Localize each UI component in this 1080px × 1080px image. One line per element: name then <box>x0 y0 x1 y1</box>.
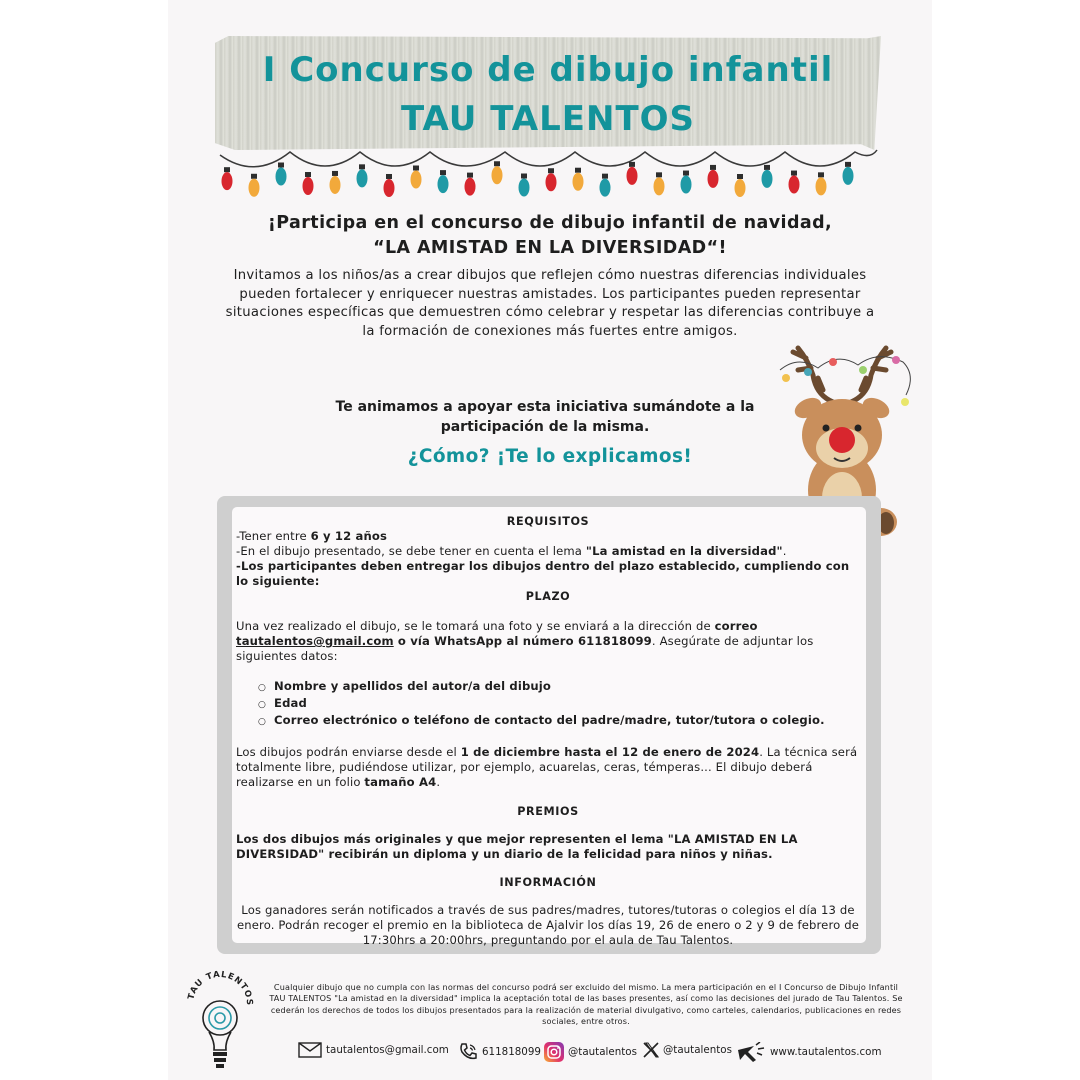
requisitos-heading: REQUISITOS <box>506 515 590 528</box>
email-label: tautalentos@gmail.com <box>326 1044 449 1056</box>
intro-paragraph: Invitamos a los niños/as a crear dibujos que reflejen cómo nuestras diferencias individuales pueden fortalecer y enriquecer nuestras amistades. Los participantes pueden representar situaciones específicas que demuestren cómo celebrar y respetar las diferencias contribuye a la formación de conexiones más fuertes entre amigos. <box>225 268 875 339</box>
contact-web[interactable] <box>736 1042 882 1062</box>
plazo-fechas: Los dibujos podrán enviarse desde el 1 de diciembre hasta el 12 de enero de 2024. La técnica será totalmente libre, pudiéndose utilizar, por ejemplo, acuarelas, ceras, témperas... El dibujo deberá realizarse en un folio tamaño A4. <box>236 745 858 789</box>
light-bulb <box>357 164 368 187</box>
phone-label: 611818099 <box>482 1046 541 1058</box>
twitter-label: @tautalentos <box>663 1044 732 1056</box>
contact-email[interactable] <box>298 1042 449 1058</box>
light-bulb <box>735 174 746 197</box>
como-heading: ¿Cómo? ¡Te lo explicamos! <box>407 446 693 467</box>
christmas-lights <box>215 140 881 210</box>
informacion-text: Los ganadores serán notificados a través de sus padres/madres, tutores/tutoras o colegios el día 13 de enero. Podrán recoger el premio en la biblioteca de Ajalvir los días 19, 26 de enero o 2 y 9 de febrero de 17:30hrs a 20:00hrs, preguntando por el aula de Tau Talentos. <box>236 903 860 947</box>
rules-content <box>236 514 860 948</box>
support-line-1: Te animamos a apoyar esta iniciativa sumándote a la <box>335 399 755 415</box>
light-bulb <box>330 171 341 194</box>
light-bulb <box>708 165 719 188</box>
premios-text: Los dos dibujos más originales y que mejor representen el lema "LA AMISTAD EN LA DIVERSIDAD" recibirán un diploma y un diario de la felicidad para niños y niñas. <box>236 832 798 861</box>
contact-phone[interactable] <box>458 1042 541 1062</box>
light-bulb <box>438 170 449 193</box>
light-bulb <box>519 173 530 196</box>
light-bulb <box>303 172 314 195</box>
mail-icon <box>298 1042 322 1058</box>
requisito-lema: -En el dibujo presentado, se debe tener en cuenta el lema "La amistad en la diversidad". <box>236 544 787 558</box>
main-headline <box>200 211 900 261</box>
informacion-heading: INFORMACIÓN <box>499 876 597 889</box>
headline-line-1: ¡Participa en el concurso de dibujo infantil de navidad, <box>267 213 833 233</box>
logo-text: TAU TALENTOS <box>186 969 255 1007</box>
light-bulb <box>762 165 773 188</box>
instagram-label: @tautalentos <box>568 1046 637 1058</box>
requisito-plazo: -Los participantes deben entregar los dibujos dentro del plazo establecido, cumpliendo con lo siguiente: <box>236 559 850 588</box>
list-item: ○ Edad <box>258 696 860 713</box>
light-bulb <box>789 171 800 194</box>
light-bulb <box>627 162 638 185</box>
light-bulb <box>600 174 611 197</box>
light-bulb <box>816 172 827 195</box>
light-bulb <box>843 162 854 185</box>
title-line-2: TAU TALENTOS <box>400 99 696 139</box>
support-line-2: participación de la misma. <box>440 419 650 435</box>
contact-bar <box>298 1042 898 1066</box>
title-line-1: I Concurso de dibujo infantil <box>262 50 834 90</box>
light-bulb <box>546 168 557 191</box>
light-bulb <box>573 168 584 191</box>
plazo-envio: Una vez realizado el dibujo, se le tomará una foto y se enviará a la dirección de correo tautalentos@gmail.com o vía WhatsApp al número 611818099. Asegúrate de adjuntar los siguientes datos: <box>236 619 814 663</box>
list-item: ○ Nombre y apellidos del autor/a del dibujo <box>258 679 860 696</box>
light-bulb <box>249 174 260 197</box>
list-item: ○ Correo electrónico o teléfono de contacto del padre/madre, tutor/tutora o colegio. <box>258 713 860 730</box>
headline-line-2: “LA AMISTAD EN LA DIVERSIDAD“! <box>373 238 727 258</box>
contact-twitter[interactable] <box>643 1042 732 1058</box>
footer-disclaimer: Cualquier dibujo que no cumpla con las normas del concurso podrá ser excluido del mismo. La mera participación en el I Concurso de Dibujo Infantil TAU TALENTOS "La amistad en la diversidad" implica la aceptación total de las bases presentes, así como las decisiones del jurado de Tau Talentos. Se cederán los derechos de todos los dibujos presentados para la realización de material divulgativo, como carteles, calendarios, publicaciones en redes sociales, entre otros. <box>269 982 903 1026</box>
plazo-heading: PLAZO <box>525 590 571 603</box>
light-bulb <box>681 171 692 194</box>
light-bulb <box>654 172 665 195</box>
contact-instagram[interactable] <box>544 1042 637 1062</box>
light-bulb <box>222 167 233 190</box>
light-bulb <box>492 161 503 184</box>
instagram-icon <box>544 1042 564 1062</box>
web-label: www.tautalentos.com <box>770 1046 882 1058</box>
lightbulb-logo <box>185 966 255 1074</box>
premios-heading: PREMIOS <box>517 805 579 818</box>
light-bulb <box>276 162 287 185</box>
light-bulb <box>384 174 395 197</box>
x-twitter-icon <box>643 1042 659 1058</box>
cursor-icon <box>736 1042 766 1062</box>
light-bulb <box>465 173 476 196</box>
light-bulb <box>411 166 422 189</box>
phone-icon <box>458 1042 478 1062</box>
support-text <box>300 397 790 437</box>
requisito-edad: -Tener entre 6 y 12 años <box>236 529 388 543</box>
email-link[interactable]: tautalentos@gmail.com <box>236 634 394 648</box>
datos-list <box>236 679 860 730</box>
